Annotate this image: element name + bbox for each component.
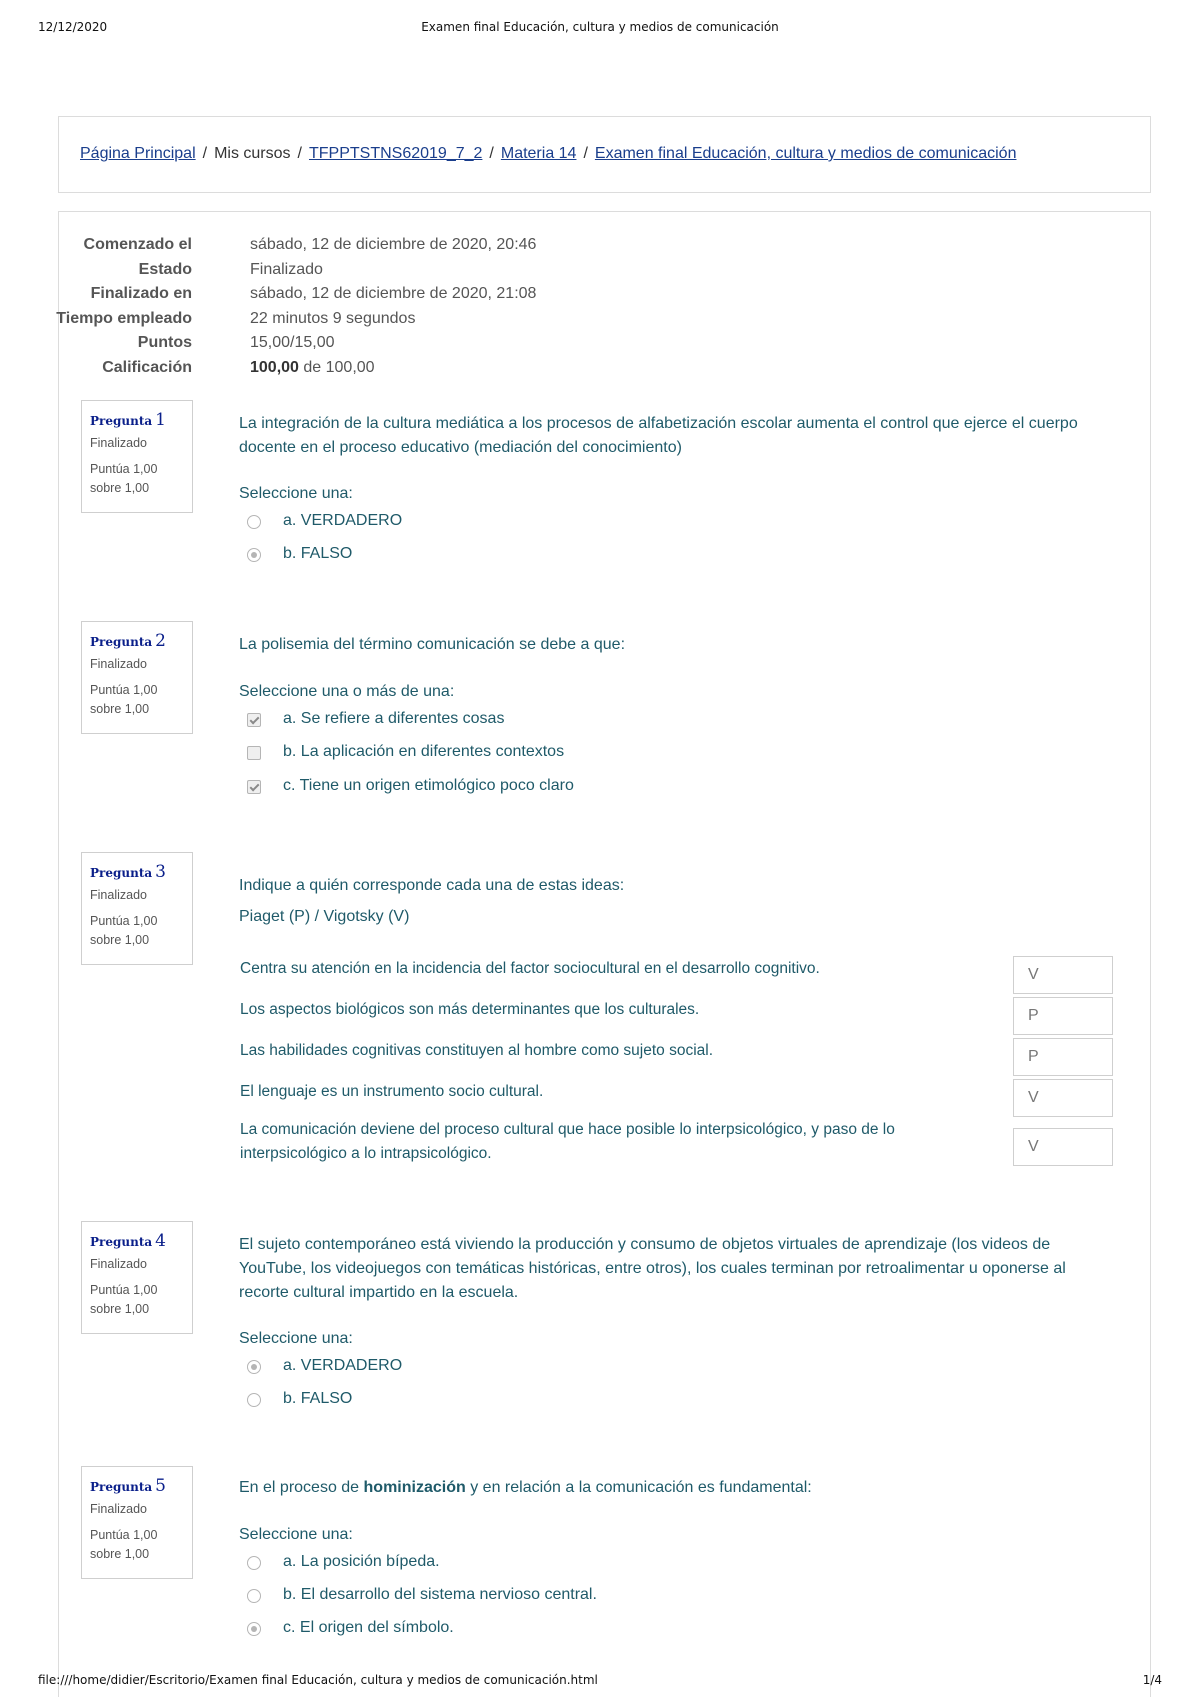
grade-line: Puntúa 1,00: [90, 462, 158, 476]
option-label: c. El origen del símbolo.: [283, 1619, 454, 1636]
question-info-5: [81, 1466, 193, 1579]
match-answer-select[interactable]: P: [1013, 997, 1113, 1035]
summary-row-time: [56, 309, 1059, 335]
summary-label: Puntos: [137, 334, 192, 352]
question-number-value: 1: [155, 410, 166, 430]
option-label: b. El desarrollo del sistema nervioso central.: [283, 1586, 597, 1603]
breadcrumb-container: [58, 116, 1151, 193]
summary-label: Estado: [138, 260, 192, 278]
question-label: Pregunta: [90, 414, 153, 428]
summary-label: Finalizado en: [90, 285, 192, 303]
match-item: El lenguaje es un instrumento socio cultural.: [240, 1083, 544, 1100]
answer-prompt: Seleccione una o más de una:: [239, 683, 455, 700]
question-label: Pregunta: [90, 866, 153, 880]
question-text: La integración de la cultura mediática a los procesos de alfabetización escolar aumenta el control que ejerce el cuerpo docente en el proceso educativo (mediación del conocimiento): [239, 415, 1078, 456]
question-grade: [90, 1526, 184, 1564]
question-text: [239, 1476, 1109, 1500]
grade-line: sobre 1,00: [90, 702, 150, 716]
question-state: Finalizado: [90, 436, 147, 450]
match-item: Centra su atención en la incidencia del factor sociocultural en el desarrollo cognitivo.: [240, 960, 820, 977]
summary-value: sábado, 12 de diciembre de 2020, 20:46: [250, 236, 537, 253]
question-label: Pregunta: [90, 635, 153, 649]
match-answer-select[interactable]: V: [1013, 1079, 1113, 1117]
question-state: Finalizado: [90, 1502, 147, 1516]
grade-value: 100,00: [250, 358, 299, 376]
summary-row-started: [59, 236, 1059, 261]
checkbox-checked[interactable]: [247, 780, 261, 794]
question-grade: [90, 681, 184, 719]
question-text: Indique a quién corresponde cada una de estas ideas:: [239, 877, 625, 894]
question-number: [90, 862, 184, 882]
option-label: b. FALSO: [283, 1390, 353, 1407]
grade-line: sobre 1,00: [90, 481, 150, 495]
grade-line: Puntúa 1,00: [90, 1283, 158, 1297]
print-url: file:///home/didier/Escritorio/Examen final Educación, cultura y medios de comunicación.html: [38, 1673, 598, 1687]
grade-line: Puntúa 1,00: [90, 1528, 158, 1542]
match-answer-select[interactable]: P: [1013, 1038, 1113, 1076]
answer-prompt: Seleccione una:: [239, 1526, 353, 1543]
question-label: Pregunta: [90, 1235, 153, 1249]
grade-line: sobre 1,00: [90, 1302, 150, 1316]
answer-prompt: Seleccione una:: [239, 1330, 353, 1347]
question-text: La polisemia del término comunicación se debe a que:: [239, 636, 626, 653]
question-number: [90, 631, 184, 651]
question-text-part: y en relación a la comunicación es fundamental:: [470, 1479, 812, 1496]
radio-button[interactable]: [247, 1589, 261, 1603]
breadcrumb-item-my-courses: Mis cursos: [214, 145, 291, 162]
print-footer: [0, 1673, 1200, 1691]
radio-button-selected[interactable]: [247, 1622, 261, 1636]
question-info-1: [81, 400, 193, 513]
question-text-part: En el proceso de: [239, 1479, 360, 1496]
match-answer-select[interactable]: V: [1013, 1128, 1113, 1166]
radio-button[interactable]: [247, 1556, 261, 1570]
breadcrumb-separator: /: [583, 145, 588, 162]
summary-value: Finalizado: [250, 260, 323, 278]
question-state: Finalizado: [90, 1257, 147, 1271]
quiz-review-region: [58, 211, 1151, 1697]
breadcrumb-link-course[interactable]: TFPPTSTNS62019_7_2: [308, 145, 483, 162]
grade-line: Puntúa 1,00: [90, 683, 158, 697]
grade-line: sobre 1,00: [90, 1547, 150, 1561]
radio-button[interactable]: [247, 1393, 261, 1407]
summary-row-points: [59, 334, 1059, 359]
summary-row-state: [59, 261, 1059, 286]
question-info-3: [81, 852, 193, 965]
question-grade: [90, 460, 184, 498]
question-grade: [90, 1281, 184, 1319]
match-item: La comunicación deviene del proceso cultural que hace posible lo interpsicológico, y paso de lo interpsicológico a lo intrapsicológico.: [240, 1121, 895, 1162]
checkbox-checked[interactable]: [247, 713, 261, 727]
summary-label: Comenzado el: [83, 236, 192, 253]
question-number: [90, 1476, 184, 1496]
question-number-value: 4: [155, 1231, 166, 1251]
question-text-emphasis: hominización: [363, 1479, 466, 1496]
match-item: Los aspectos biológicos son más determinantes que los culturales.: [240, 1001, 700, 1018]
summary-label: Calificación: [102, 358, 192, 376]
summary-row-grade: [59, 359, 1059, 384]
summary-value: 15,00/15,00: [250, 334, 335, 352]
print-page-number: 1/4: [1142, 1673, 1162, 1687]
radio-button[interactable]: [247, 515, 261, 529]
summary-row-finished: [59, 285, 1059, 310]
question-number: [90, 410, 184, 430]
breadcrumb-link-subject[interactable]: Materia 14: [500, 145, 577, 162]
checkbox[interactable]: [247, 746, 261, 760]
option-label: a. VERDADERO: [283, 1357, 403, 1374]
question-state: Finalizado: [90, 888, 147, 902]
attempt-summary: [56, 236, 1059, 384]
summary-value: [250, 359, 375, 377]
question-number-value: 3: [155, 862, 166, 882]
question-subtext: Piaget (P) / Vigotsky (V): [239, 908, 410, 925]
summary-value: sábado, 12 de diciembre de 2020, 21:08: [250, 285, 537, 303]
grade-suffix: de 100,00: [303, 358, 375, 376]
option-label: a. Se refiere a diferentes cosas: [283, 710, 505, 727]
radio-button-selected[interactable]: [247, 548, 261, 562]
question-info-2: [81, 621, 193, 734]
breadcrumb: [80, 145, 1016, 163]
radio-button-selected[interactable]: [247, 1360, 261, 1374]
answer-prompt: Seleccione una:: [239, 485, 353, 502]
option-label: b. FALSO: [283, 545, 353, 562]
question-number: [90, 1231, 184, 1251]
breadcrumb-link-exam[interactable]: Examen final Educación, cultura y medios de comunicación: [594, 145, 1017, 162]
breadcrumb-link-home[interactable]: Página Principal: [80, 145, 196, 162]
summary-value: 22 minutos 9 segundos: [250, 309, 416, 327]
grade-line: sobre 1,00: [90, 933, 150, 947]
breadcrumb-separator: /: [489, 145, 494, 162]
question-number-value: 5: [155, 1476, 166, 1496]
print-header: [0, 20, 1200, 38]
print-title: Examen final Educación, cultura y medios de comunicación: [421, 20, 779, 34]
question-info-4: [81, 1221, 193, 1334]
option-label: c. Tiene un origen etimológico poco claro: [283, 777, 574, 794]
question-number-value: 2: [155, 631, 166, 651]
option-label: a. VERDADERO: [283, 512, 403, 529]
breadcrumb-separator: /: [202, 145, 208, 162]
match-answer-select[interactable]: V: [1013, 956, 1113, 994]
breadcrumb-separator: /: [297, 145, 302, 162]
grade-line: Puntúa 1,00: [90, 914, 158, 928]
question-grade: [90, 912, 184, 950]
question-label: Pregunta: [90, 1480, 153, 1494]
question-text: El sujeto contemporáneo está viviendo la producción y consumo de objetos virtuales de aprendizaje (los videos de YouTube, los videojuegos con temáticas históricas, entre otros), los cuales terminan por retroalimentar u oponerse al recorte cultural impartido en la escuela.: [239, 1236, 1066, 1301]
question-state: Finalizado: [90, 657, 147, 671]
summary-label: Tiempo empleado: [56, 309, 192, 327]
option-label: a. La posición bípeda.: [283, 1553, 440, 1570]
option-label: b. La aplicación en diferentes contextos: [283, 743, 565, 760]
match-item: Las habilidades cognitivas constituyen al hombre como sujeto social.: [240, 1042, 714, 1059]
print-date: 12/12/2020: [38, 20, 108, 34]
